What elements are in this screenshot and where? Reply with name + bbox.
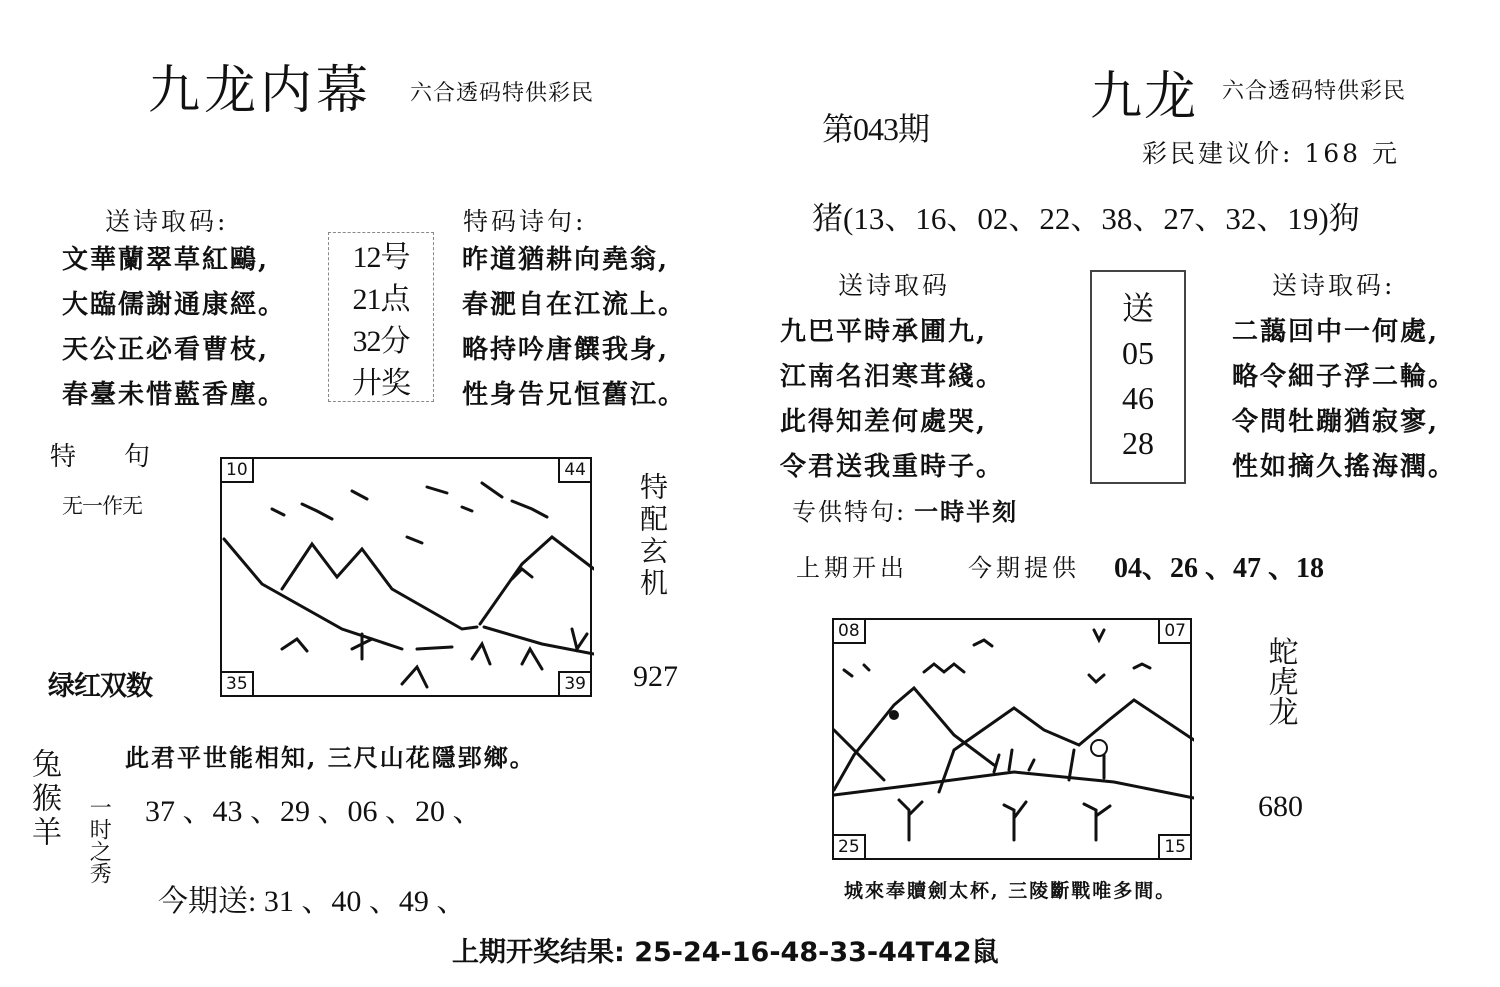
picture-caption: 城來奉贖劍太杯, 三陵斷戰唯多間。 [844,880,1177,902]
corner-number-tr: 07 [1158,618,1192,644]
mountain-drawing-icon [834,620,1194,862]
poem-line: 令君送我重時子。 [780,452,1005,482]
corner-number-tl: 08 [832,618,866,644]
corner-number-bl: 35 [220,671,254,697]
poem-line: 春淝自在江流上。 [462,290,687,320]
box-item: 12号 [352,241,410,274]
right-subtitle: 六合透码特供彩民 [1222,79,1407,104]
special-offer [792,492,1018,527]
send-box [1090,270,1186,484]
corner-number-br: 39 [558,671,592,697]
corner-number-tr: 44 [558,457,592,483]
box-item: 32分 [352,325,410,358]
right-number: 680 [1258,790,1303,823]
corner-number-br: 15 [1158,834,1192,860]
left-subtitle: 六合透码特供彩民 [410,81,595,106]
label-char: 句 [124,442,151,472]
special-offer-value: 一時半刻 [914,497,1019,526]
special-offer-label: 专供特句: [792,498,907,526]
box-item: 28 [1122,425,1154,461]
box-item: 送 [1121,290,1154,326]
zodiac-group-left: 兔猴羊 [26,748,61,850]
poem-line: 江南名汨寒茸綫。 [780,362,1005,392]
poem-line: 春臺未惜藍香塵。 [62,380,287,410]
poem-right-2 [1232,310,1456,490]
tepei-xuanji: 特配玄机 [636,472,669,600]
poem-line: 二藹回中一何處, [1232,317,1440,347]
landscape-picture-left [220,457,592,697]
issue-number: 第043期 [822,111,930,147]
poem-line: 九巴平時承圃九, [780,317,988,347]
poem-header-right-2: 送诗取码: [1272,271,1396,300]
box-item: 46 [1122,380,1154,416]
side-label: 一时之秀 [86,796,112,884]
color-tip: 绿红双数 [48,671,152,702]
number-list: 37 、43 、29 、06 、20 、 [145,795,483,828]
poem-line: 略持吟唐饌我身, [462,335,670,365]
corner-number-bl: 25 [832,834,866,860]
poem-line: 昨道猶耕向堯翁, [462,245,670,275]
box-item: 05 [1122,335,1154,371]
box-item: 廾奖 [352,367,410,400]
special-phrase-label [50,436,198,473]
this-period-label: 今期提供 [968,554,1080,582]
tepei-number: 927 [633,660,678,693]
special-phrase-value: 无一作无 [62,494,142,518]
corner-number-tl: 10 [220,457,254,483]
suggested-price: 彩民建议价: 168 元 [1142,139,1401,168]
poem-header-left-2: 特码诗句: [463,207,587,236]
right-title: 九龙 [1090,67,1199,127]
poem-right-1 [780,310,1004,490]
landscape-picture-right [832,618,1192,860]
poem-line: 大臨儒謝通康經。 [62,290,287,320]
this-period-numbers: 04、26 、47 、18 [1114,553,1325,584]
poem-line: 此得知差何處哭, [780,407,988,437]
left-title: 九龙内幕 [148,61,373,121]
poem-line: 令問牡蹦猶寂寥, [1232,407,1440,437]
time-box [328,232,434,402]
poem-line: 性如摘久搖海潤。 [1232,452,1457,482]
poem-line: 天公正必看曹枝, [62,335,270,365]
poem-left-2 [462,238,686,418]
zodiac-number-line: 猪(13、16、02、22、38、27、32、19)狗 [812,201,1360,236]
last-period-label: 上期开出 [796,554,908,582]
poem-line: 略令細子浮二輪。 [1232,362,1457,392]
poem-line: 文華蘭翠草紅鷗, [62,245,270,275]
box-item: 21点 [352,283,410,316]
poem-line: 性身告兄恒舊江。 [462,380,687,410]
poem-left-1 [62,238,286,418]
today-send: 今期送: 31 、40 、49 、 [158,885,467,918]
last-draw-result: 上期开奖结果: 25-24-16-48-33-44T42鼠 [452,937,999,968]
label-char: 特 [50,442,77,472]
zodiac-group-right: 蛇虎龙 [1262,636,1298,726]
bottom-poem: 此君平世能相知, 三尺山花隱郢鄉。 [125,743,536,772]
mountain-drawing-icon [222,459,594,699]
poem-header-right-1: 送诗取码 [838,271,951,300]
poem-header-left-1: 送诗取码: [105,207,229,236]
